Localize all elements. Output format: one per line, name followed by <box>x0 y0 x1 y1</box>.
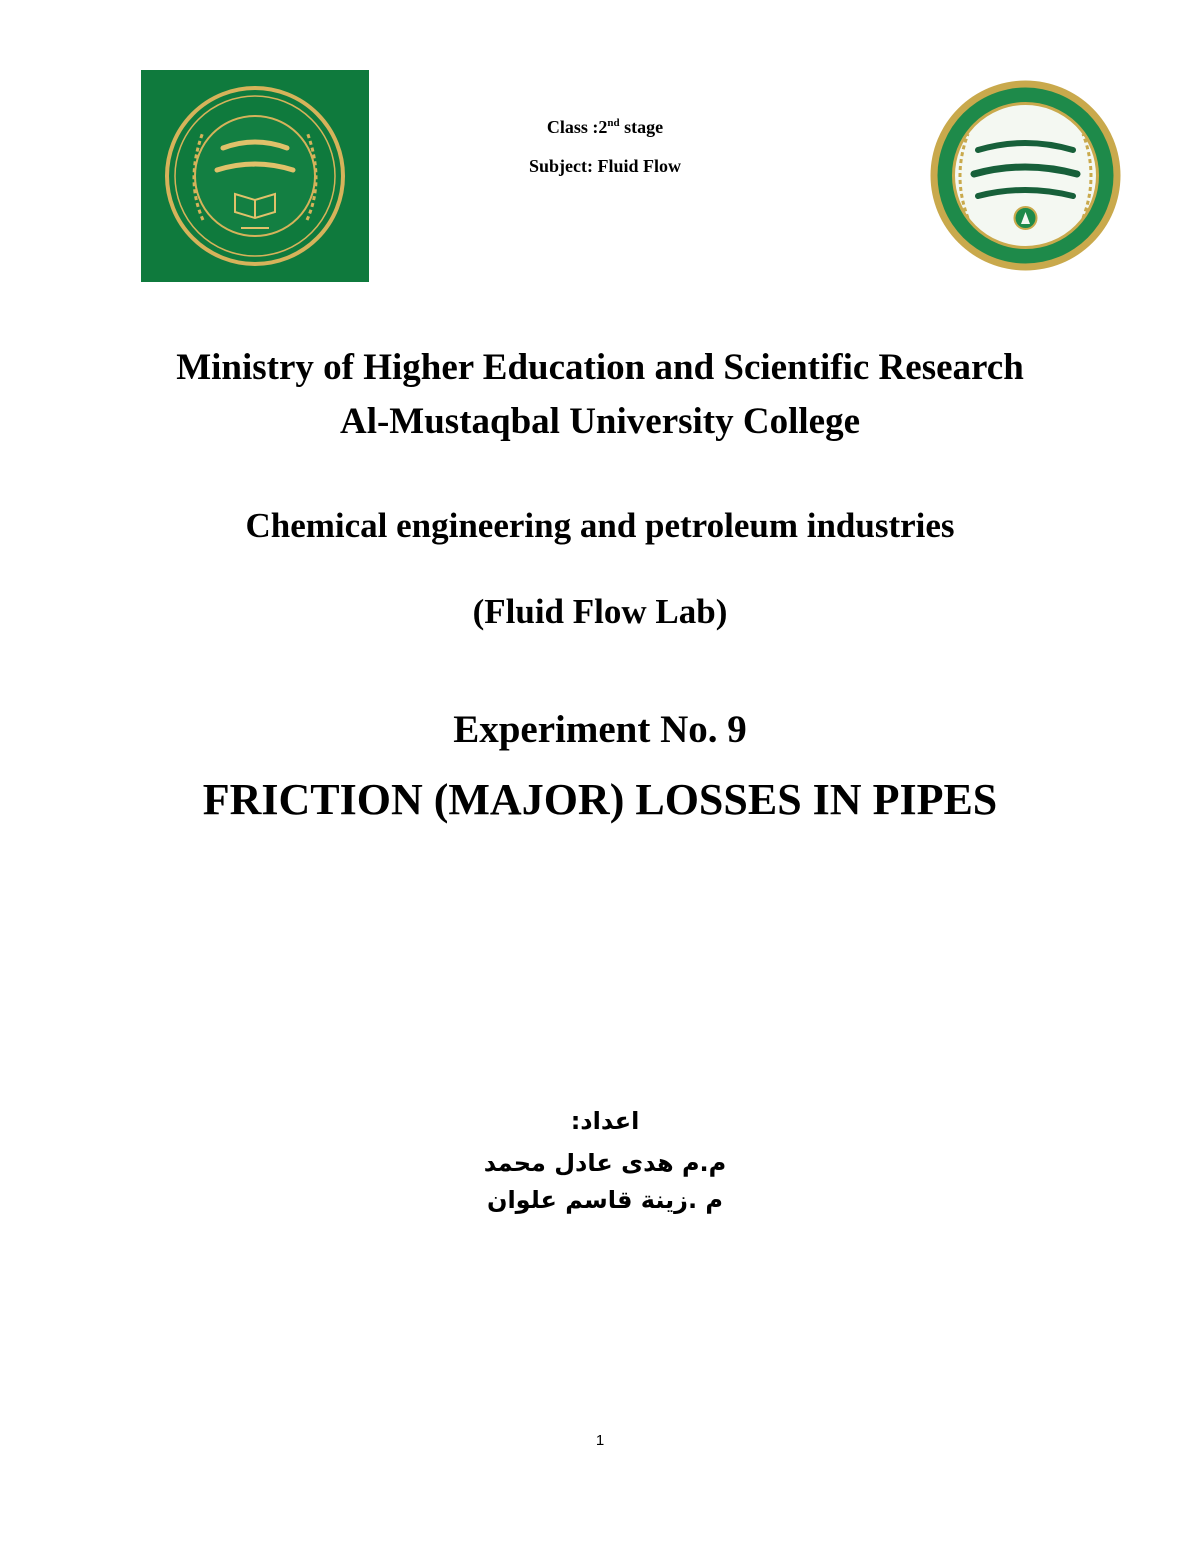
lab-title: (Fluid Flow Lab) <box>472 592 728 631</box>
college-seal-logo <box>141 70 369 282</box>
college-title: Al-Mustaqbal University College <box>339 401 861 442</box>
class-sup: nd <box>607 117 620 129</box>
author-name: م.م هدى عادل محمد <box>483 1149 727 1177</box>
prepared-by-label: اعداد: <box>570 1107 640 1135</box>
ministry-title: Ministry of Higher Education and Scientific Research <box>176 347 1024 388</box>
experiment-number: Experiment No. 9 <box>453 708 747 751</box>
class-prefix: Class :2 <box>546 117 608 137</box>
class-label <box>440 117 770 138</box>
subject-label: Subject: Fluid Flow <box>528 156 681 176</box>
class-suffix: stage <box>619 117 664 137</box>
department-seal-logo <box>928 78 1123 273</box>
experiment-title: FRICTION (MAJOR) LOSSES IN PIPES <box>202 775 998 824</box>
author-name: م .زينة قاسم علوان <box>486 1186 724 1214</box>
department-title: Chemical engineering and petroleum industries <box>245 506 955 545</box>
page-number: 1 <box>595 1432 605 1449</box>
